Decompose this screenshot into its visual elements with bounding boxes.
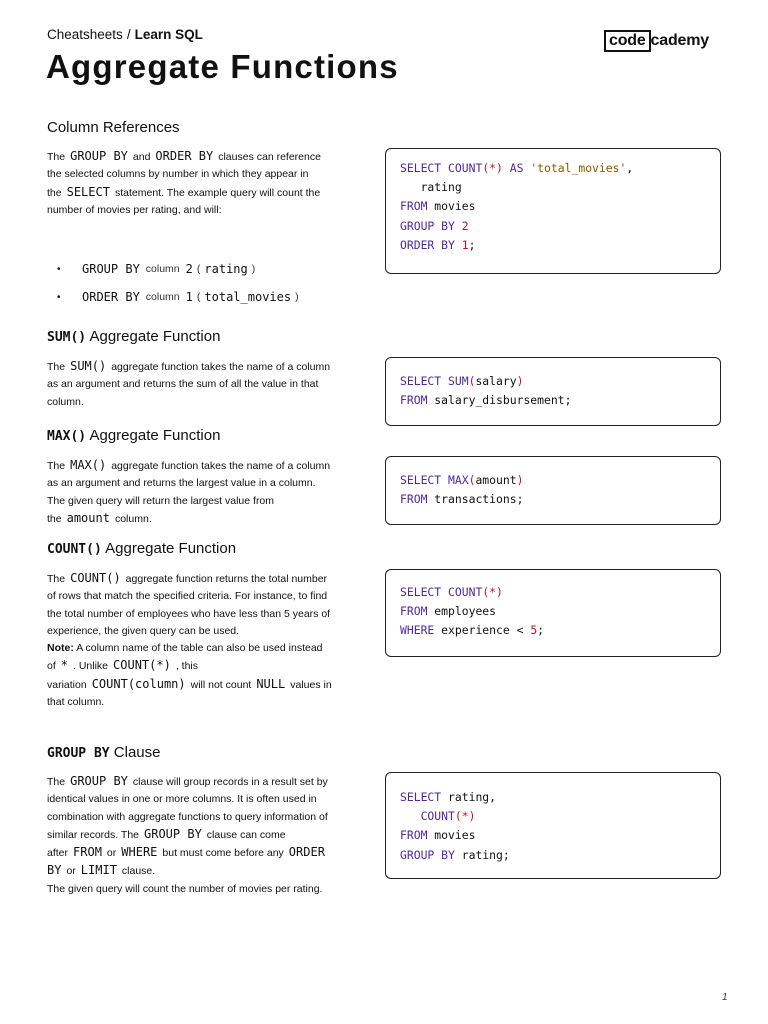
list-item: • GROUP BY column 2 ( rating ) xyxy=(57,262,256,276)
column-references-list xyxy=(57,255,303,311)
group-by-description: The GROUP BY clause will group records in a result set by identical values in one or more columns. It is often used in combination with aggregate functions to query information of similar records. The GROUP BY clause can come after FROM or WHERE but must come before any ORDER BY or LIMIT clause. The given query will count the number of movies per rating. xyxy=(47,774,328,895)
sum-description: The SUM() aggregate function takes the name of a column as an argument and returns the sum of all the value in that column. xyxy=(47,359,331,408)
code-block-column-references[interactable]: SELECT COUNT(*) AS 'total_movies', rating FROM movies GROUP BY 2 ORDER BY 1; xyxy=(385,148,721,274)
page-title: Aggregate Functions xyxy=(46,48,399,85)
section-title-count: COUNT() Aggregate Function xyxy=(47,540,237,557)
logo-text-part: cademy xyxy=(650,32,709,49)
bullet-icon: • xyxy=(57,263,61,275)
section-title-sum: SUM() Aggregate Function xyxy=(47,328,221,345)
breadcrumb-current[interactable]: Learn SQL xyxy=(134,27,203,42)
code-block-count[interactable]: SELECT COUNT(*) FROM employees WHERE experience < 5; xyxy=(385,569,721,657)
code-block-group-by[interactable]: SELECT rating, COUNT(*) FROM movies GROUP BY rating; xyxy=(385,772,721,879)
breadcrumb xyxy=(47,27,203,42)
page-number: 1 xyxy=(722,992,728,1003)
code-block-max[interactable]: SELECT MAX(amount) FROM transactions; xyxy=(385,456,721,525)
bullet-icon: • xyxy=(57,291,61,303)
breadcrumb-parent-link[interactable]: Cheatsheets xyxy=(47,27,123,42)
section-title-column-references: Column References xyxy=(47,119,180,136)
count-description: The COUNT() aggregate function returns the total number of rows that match the specified criteria. For instance, to find the total number of employees who have less than 5 years of experience, the given query can be used. Note: A column name of the table can also be used instead of * . Unlike COUNT(*) , this variation COUNT(column) will not count NULL values in that column. xyxy=(47,571,332,709)
breadcrumb-separator: / xyxy=(126,27,131,42)
max-description: The MAX() aggregate function takes the name of a column as an argument and returns the largest value in a column. The given query will return the largest value from the amount column. xyxy=(47,458,331,525)
column-references-description: The GROUP BY and ORDER BY clauses can reference the selected columns by number in which they appear in the SELECT statement. The example query will count the number of movies per rating, and will: xyxy=(47,149,321,216)
section-title-group-by: GROUP BY Clause xyxy=(47,744,161,761)
code-block-sum[interactable]: SELECT SUM(salary) FROM salary_disbursement; xyxy=(385,357,721,426)
section-title-max: MAX() Aggregate Function xyxy=(47,427,221,444)
logo-boxed-part: code xyxy=(604,30,651,52)
codecademy-logo[interactable] xyxy=(604,30,709,52)
list-item: • ORDER BY column 1 ( total_movies ) xyxy=(57,290,299,304)
